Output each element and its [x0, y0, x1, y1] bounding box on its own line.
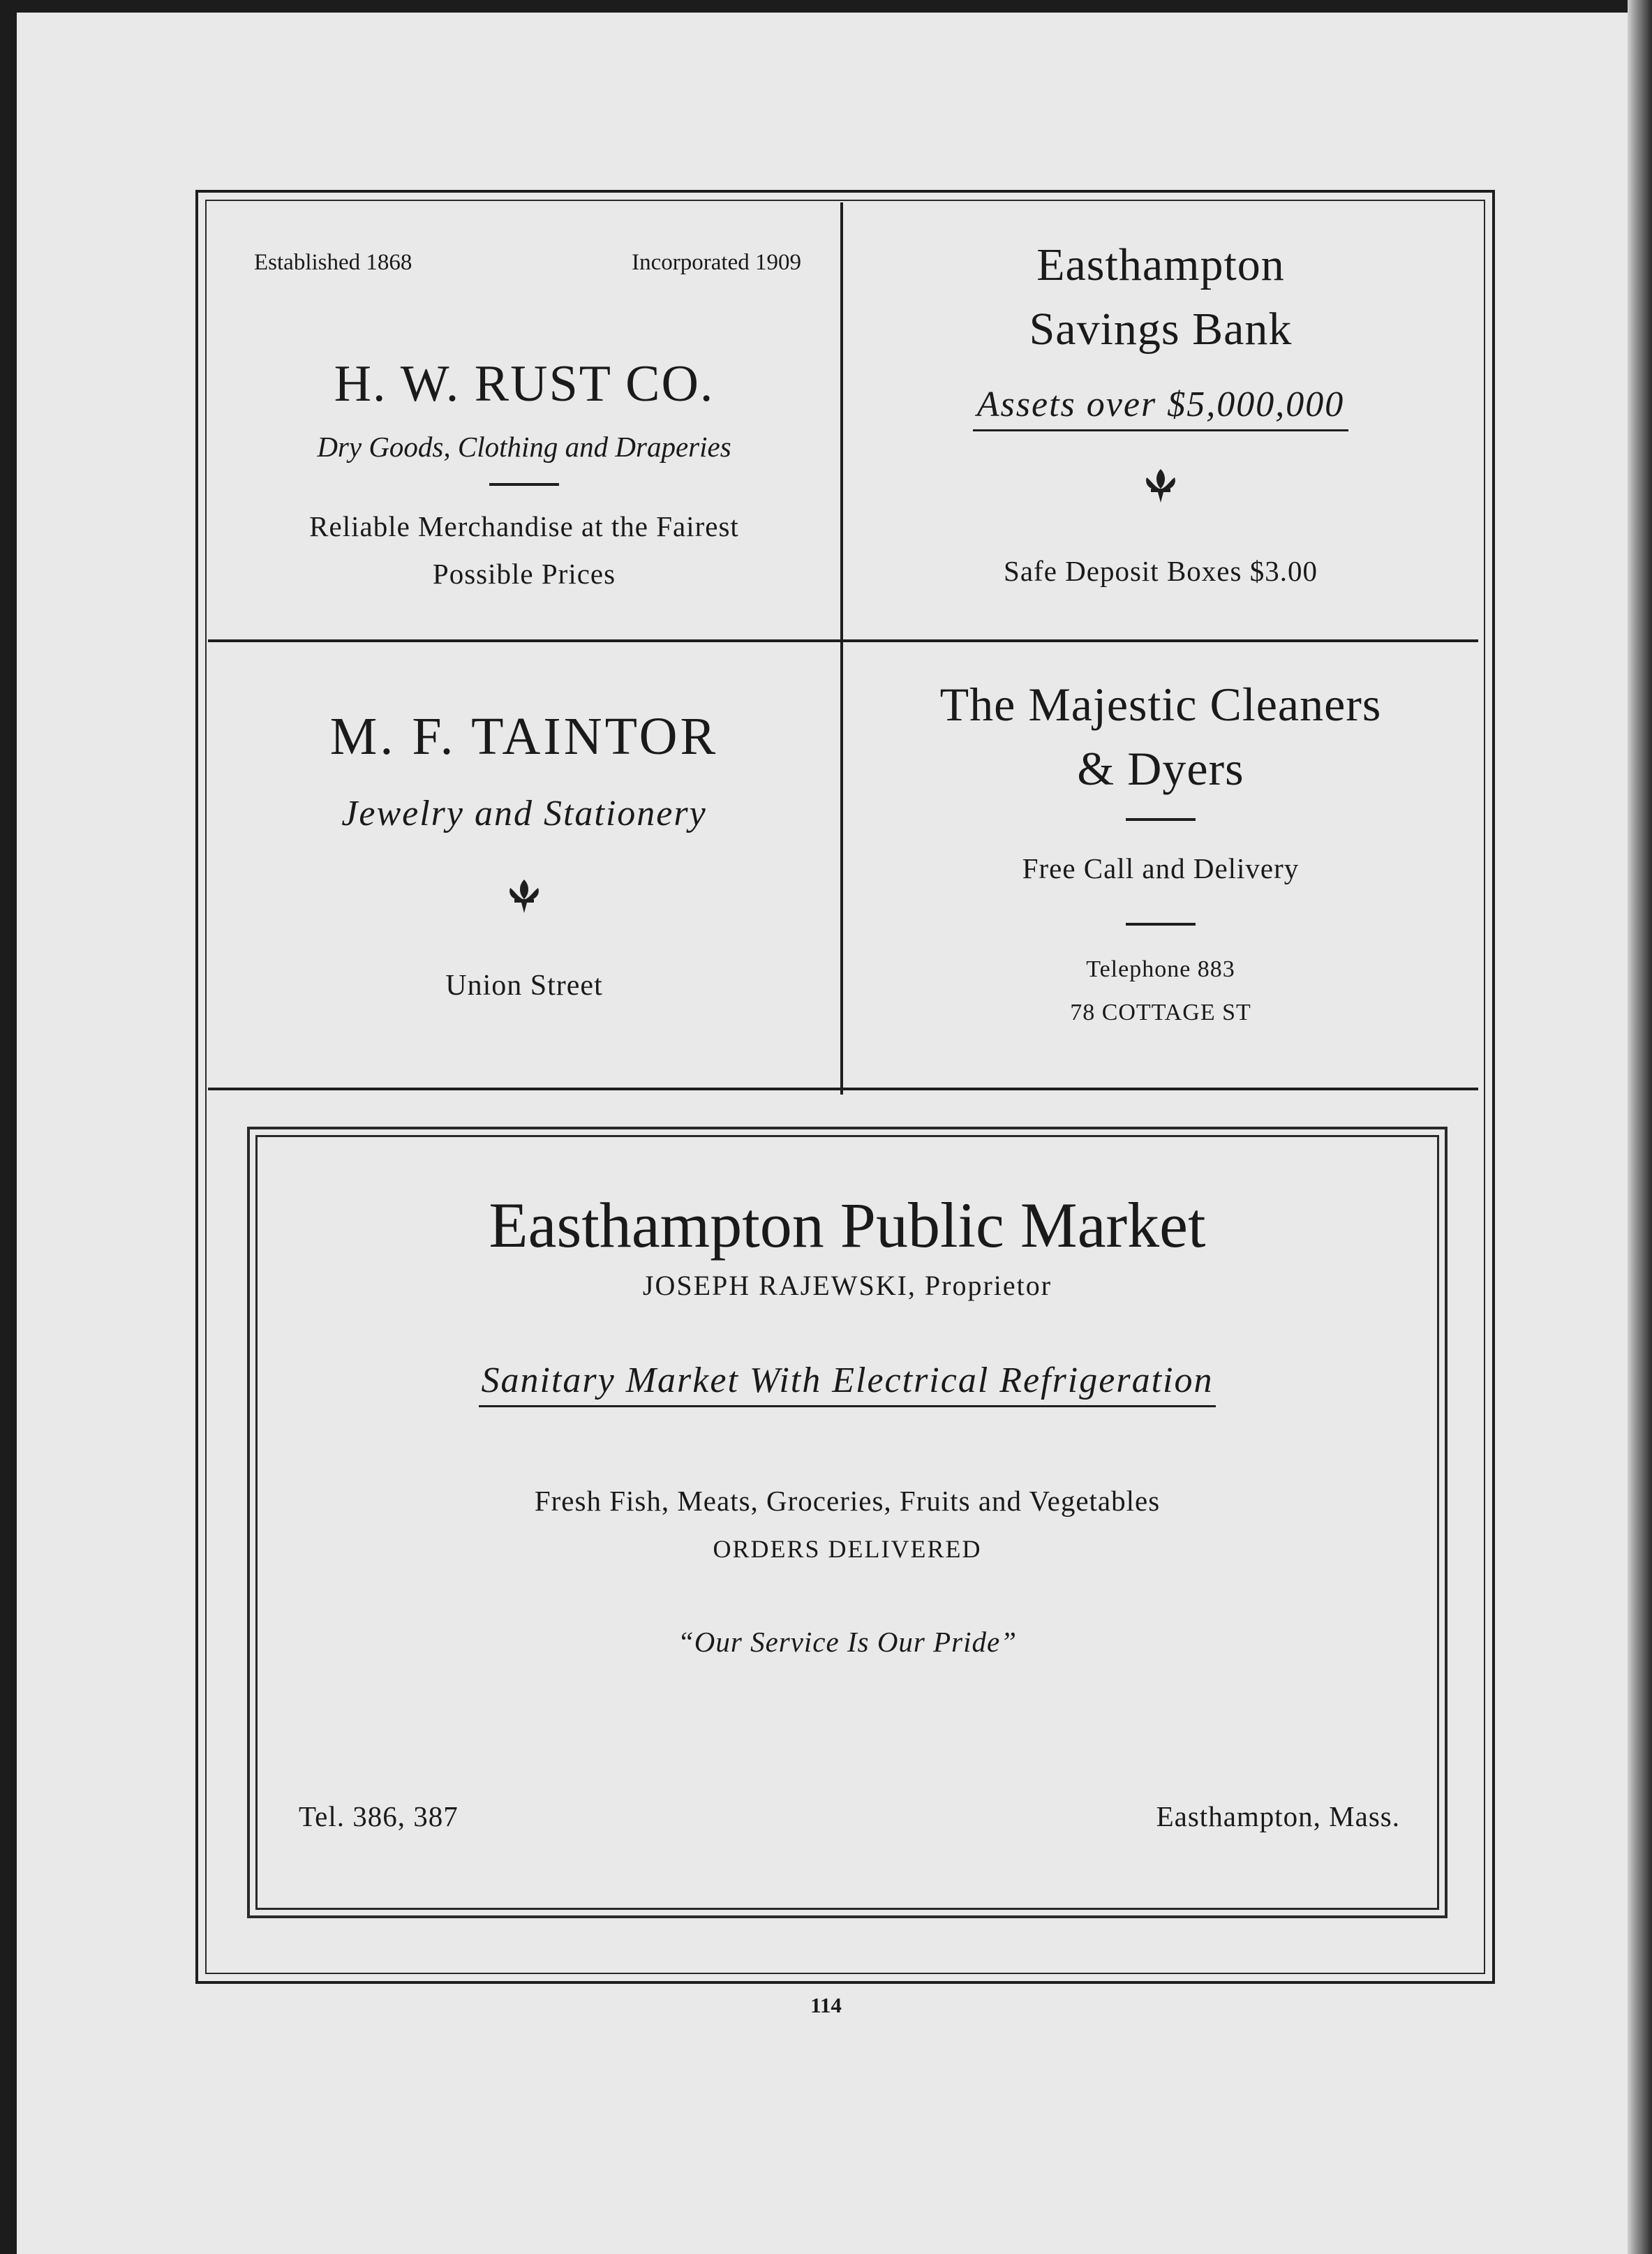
- fleur-de-lis-icon: [843, 468, 1478, 504]
- rust-tagline: Dry Goods, Clothing and Draperies: [317, 431, 731, 463]
- taintor-tagline: Jewelry and Stationery: [341, 794, 707, 833]
- market-location: Easthampton, Mass.: [1156, 1800, 1400, 1832]
- market-motto: “Our Service Is Our Pride”: [677, 1626, 1018, 1658]
- market-slogan: [250, 1360, 1445, 1407]
- majestic-name-line2: & Dyers: [1077, 742, 1244, 795]
- ad-majestic-cleaners: [843, 642, 1478, 1088]
- rust-name: H. W. RUST CO.: [334, 355, 715, 413]
- ad-rust: [208, 202, 840, 639]
- bank-name-line1: Easthampton: [1036, 239, 1285, 290]
- rust-rule: [208, 483, 840, 486]
- market-slogan-text: Sanitary Market With Electrical Refrigeration: [479, 1360, 1216, 1407]
- bank-name-line2: Savings Bank: [1029, 304, 1293, 355]
- market-tel: Tel. 386, 387: [299, 1800, 459, 1832]
- market-proprietor: JOSEPH RAJEWSKI, Proprietor: [642, 1270, 1052, 1301]
- majestic-rule-1: [843, 818, 1478, 821]
- bank-assets: [843, 384, 1478, 431]
- majestic-service: Free Call and Delivery: [1022, 852, 1300, 884]
- bank-deposit: Safe Deposit Boxes $3.00: [1004, 555, 1318, 587]
- majestic-name-line1: The Majestic Cleaners: [939, 678, 1382, 731]
- taintor-address: Union Street: [445, 970, 603, 1002]
- ad-taintor: [208, 642, 840, 1088]
- taintor-name: M. F. TAINTOR: [329, 707, 719, 766]
- market-delivery: ORDERS DELIVERED: [713, 1535, 982, 1563]
- fleur-de-lis-icon: [208, 878, 840, 914]
- ad-savings-bank: [843, 202, 1478, 639]
- majestic-address: 78 COTTAGE ST: [1070, 1000, 1251, 1025]
- ad-public-market: [247, 1127, 1448, 1918]
- rust-incorporated: Incorporated 1909: [632, 250, 801, 275]
- market-products: Fresh Fish, Meats, Groceries, Fruits and Vegetables: [534, 1485, 1161, 1517]
- rust-desc-line2: Possible Prices: [432, 558, 616, 590]
- book-gutter: [1628, 0, 1652, 2254]
- page-number: 114: [810, 1993, 842, 2017]
- row-divider-bottom: [208, 1088, 1478, 1090]
- advertisement-frame: [195, 190, 1495, 1984]
- rust-established: Established 1868: [254, 250, 412, 275]
- rust-desc-line1: Reliable Merchandise at the Fairest: [309, 510, 739, 542]
- majestic-phone: Telephone 883: [1086, 956, 1235, 982]
- majestic-rule-2: [843, 923, 1478, 926]
- bank-assets-text: Assets over $5,000,000: [973, 384, 1348, 431]
- market-name: Easthampton Public Market: [489, 1189, 1206, 1261]
